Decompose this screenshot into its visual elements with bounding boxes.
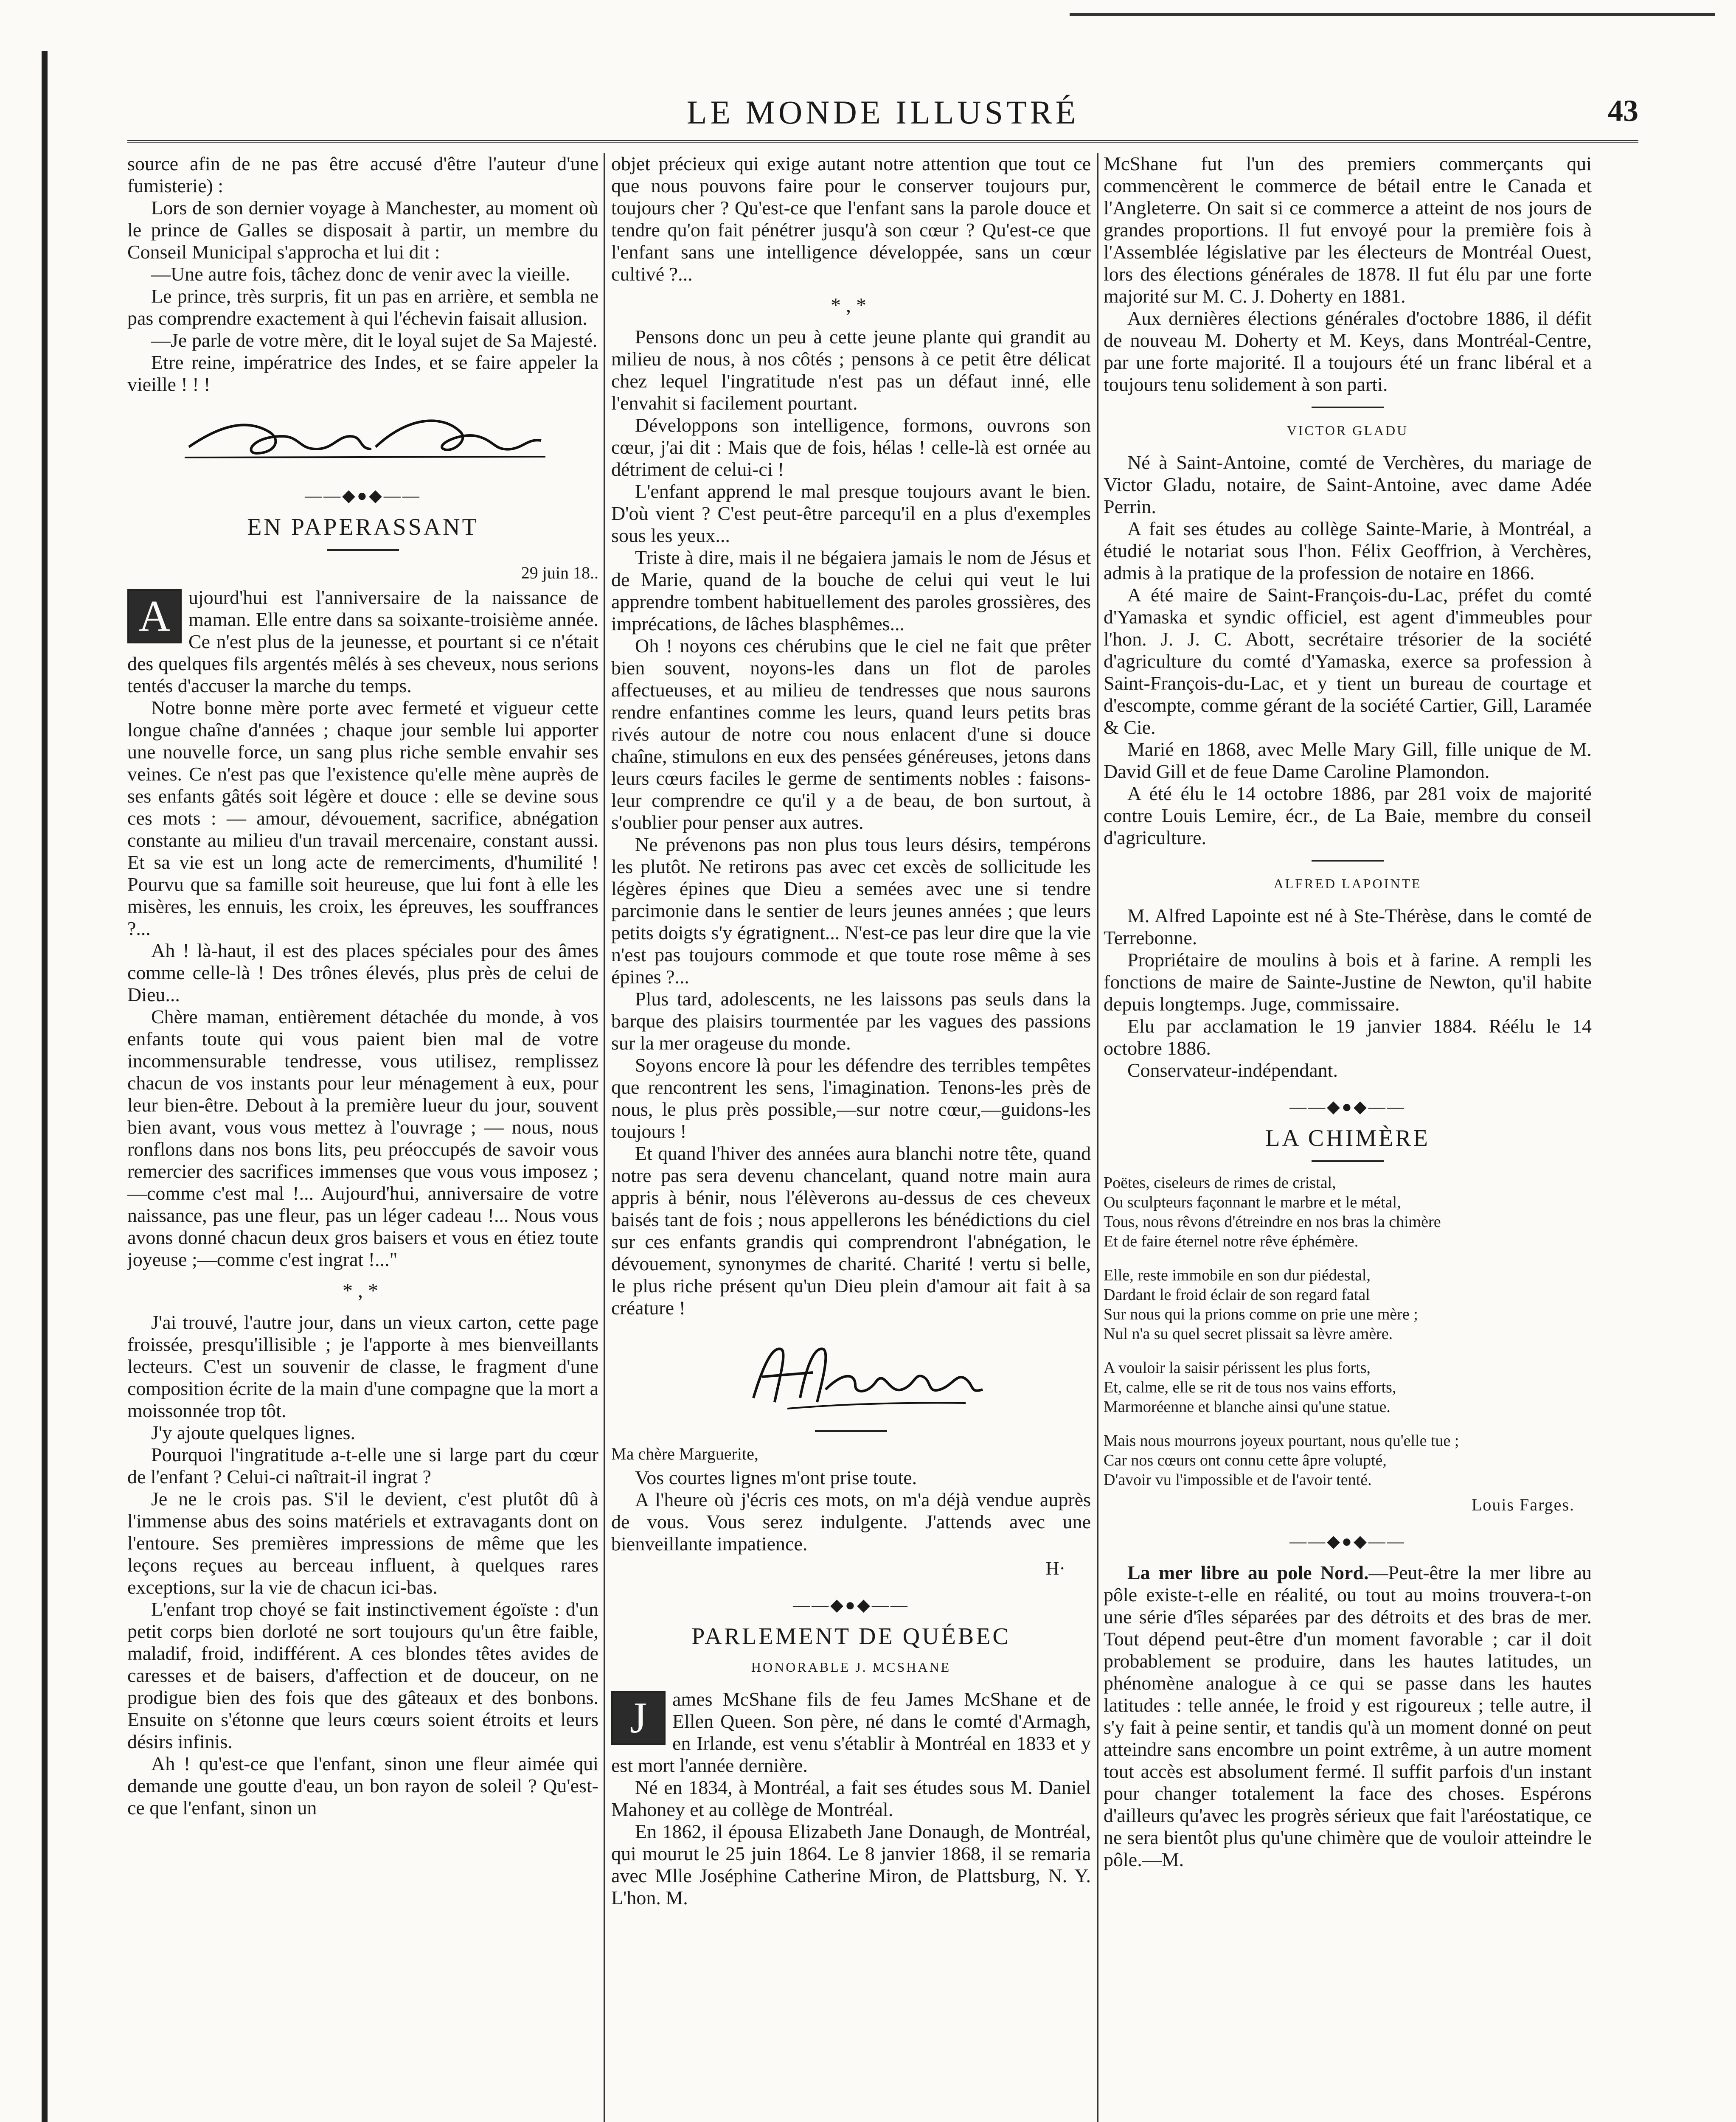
paragraph: Pensons donc un peu à cette jeune plante qui grandit au milieu de nous, à nos côtés ; pensons à ce petit être délicat chez lequel l'ingratitude n'est pas un défaut inné, elle l'envahit si facilement pourtant. — [611, 326, 1091, 414]
letter-salutation: Ma chère Marguerite, — [611, 1444, 758, 1463]
paragraph: Marié en 1868, avec Melle Mary Gill, fille unique de M. David Gill et de feue Dame Caroline Plamondon. — [1104, 738, 1592, 782]
paragraph: Né en 1834, à Montréal, a fait ses études sous M. Daniel Mahoney et au collège de Montréal. — [611, 1777, 1091, 1820]
paragraph-dropcap — [127, 587, 598, 697]
letter-initial: H· — [1045, 1558, 1065, 1579]
short-rule — [1312, 1160, 1384, 1162]
paragraph: A été maire de Saint-François-du-Lac, préfet du comté d'Yamaska et syndic officiel, est agent d'immeubles pour l'hon. J. J. C. Abott, secrétaire trésorier de la société d'agriculture du comté d'Yamaska, exerce sa profession à Saint-François-du-Lac, et y tient un bureau de courtage et d'escompte, comme gérant de la société Cartier, Gill, Laramée & Cie. — [1104, 584, 1592, 738]
paragraph: Soyons encore là pour les défendre des terribles tempêtes que rencontrent les sens, l'imagination. Tenons-les près de nous, le plus près possible,—sur notre cœur,—guidons-les toujours ! — [611, 1054, 1091, 1142]
column-1 — [127, 153, 598, 2122]
ornament-divider: ——◆●◆—— — [305, 486, 421, 505]
paragraph: Aux dernières élections générales d'octobre 1886, il défit de nouveau M. Doherty et M. Keys, dans Montréal-Centre, par une forte majorité. Il a toujours été un franc libéral et a toujours tenu solidement à son parti. — [1104, 307, 1592, 395]
paragraph: A l'heure où j'écris ces mots, on m'a déjà vendue auprès de vous. Vous serez indulgente. J'attends avec une bienveillante impatience. — [611, 1489, 1091, 1555]
paragraph: Propriétaire de moulins à bois et à farine. A rempli les fonctions de maire de Sainte-Justine de Newton, qu'il habite depuis longtemps. Juge, commissaire. — [1104, 949, 1592, 1015]
poem-line: D'avoir vu l'impossible et de l'avoir tenté. — [1104, 1471, 1372, 1489]
page-header — [127, 85, 1638, 143]
poem-title: LA CHIMÈRE — [1265, 1125, 1430, 1151]
paragraph: source afin de ne pas être accusé d'être l'auteur d'une fumisterie) : — [127, 153, 598, 196]
short-rule — [1312, 407, 1384, 408]
short-rule — [327, 549, 399, 551]
poem-line: Marmoréenne et blanche ainsi qu'une statue. — [1104, 1398, 1390, 1416]
ornament-divider: ——◆●◆—— — [1289, 1097, 1406, 1116]
paragraph: Notre bonne mère porte avec fermeté et vigueur cette longue chaîne d'années ; chaque jour semble lui apporter une nouvelle force, un sang plus riche semble envahir ses veines. Ce n'est pas que l'existence qu'elle mène auprès de ses enfants gâtés soit légère et douce : elle se devine sous ces mots : — amour, dévouement, sacrifice, abnégation constante au milieu d'un travail mercenaire, constant aussi. Et sa vie est un long acte de remerciments, d'humilité ! Pourvu que sa famille soit heureuse, que lui font à elle les misères, les ennuis, les croix, les épreuves, les souffrances ?... — [127, 697, 598, 939]
paragraph: Oh ! noyons ces chérubins que le ciel ne fait que prêter bien souvent, noyons-les dans un flot de paroles affectueuses, et au milieu de tendresses que nous saurons rendre enfantines comme les leurs, quand leurs petits bras rivés autour de notre cou nous enlacent d'une si douce chaîne, stimulons en eux des pensées généreuses, jetons dans leurs cœurs faciles le germe de sentiments nobles : faisons-leur comprendre ce qu'il y a de beau, de bon surtout, à s'oublier pour penser aux autres. — [611, 635, 1091, 833]
short-rule — [815, 1430, 887, 1432]
poem-line: A vouloir la saisir périssent les plus forts, — [1104, 1359, 1371, 1377]
paragraph: —Une autre fois, tâchez donc de venir avec la vieille. — [151, 263, 570, 285]
paragraph: J'y ajoute quelques lignes. — [151, 1422, 355, 1443]
paragraph-dropcap — [611, 1688, 1091, 1777]
paragraph: M. Alfred Lapointe est né à Ste-Thérèse, dans le comté de Terrebonne. — [1104, 905, 1592, 949]
journal-title: LE MONDE ILLUSTRÉ — [686, 94, 1079, 131]
poem-stanza — [1104, 1173, 1592, 1251]
poem-line: Mais nous mourrons joyeux pourtant, nous qu'elle tue ; — [1104, 1432, 1459, 1450]
ornament-divider: ——◆●◆—— — [793, 1595, 909, 1614]
poem-line: Ou sculpteurs façonnant le marbre et le métal, — [1104, 1193, 1401, 1211]
page-number: 43 — [1608, 94, 1638, 128]
paragraph: McShane fut l'un des premiers commerçants qui commencèrent le commerce de bétail entre le Canada et l'Angleterre. On sait si ce commerce a atteint de nos jours de grandes proportions. Il fut envoyé pour la première fois à l'Assemblée législative par les électeurs de Montréal Ouest, lors des élections générales de 1878. Il fut élu par une forte majorité sur M. C. J. Doherty en 1881. — [1104, 153, 1592, 307]
column-2 — [611, 153, 1091, 2122]
paragraph: Né à Saint-Antoine, comté de Verchères, du mariage de Victor Gladu, notaire, de Saint-Antoine, avec dame Adée Perrin. — [1104, 452, 1592, 517]
paragraph: Plus tard, adolescents, ne les laissons pas seuls dans la barque des plaisirs tourmentée par les vagues des passions sur la mer orageuse du monde. — [611, 988, 1091, 1054]
paragraph — [1104, 1562, 1592, 1871]
paragraph: Lors de son dernier voyage à Manchester, au moment où le prince de Galles se disposait à partir, un membre du Conseil Municipal s'approcha et lui dit : — [127, 197, 598, 263]
drop-cap-letter: A — [127, 589, 182, 643]
poem-stanza — [1104, 1266, 1592, 1344]
poem-stanza — [1104, 1358, 1592, 1417]
paragraph: L'enfant trop choyé se fait instinctivement égoïste : d'un petit corps bien dorloté ne sort toujours qu'un être faible, maladif, froid, indifférent. A ces blondes têtes avides de caresses et de baisers, d'affection et de douceur, on ne prodigue bien des fois que des gâteaux et des bonbons. Ensuite on s'étonne que leurs cœurs soient étroits et leurs désirs infinis. — [127, 1598, 598, 1752]
paragraph: Je ne le crois pas. S'il le devient, c'est plutôt dû à l'immense abus des soins matériels et extravagants dont on l'entoure. Ses premières impressions de même que les leçons reçues au berceau influent, à quelques rares exceptions, sur la vie de chacun ici-bas. — [127, 1488, 598, 1598]
paragraph: Ah ! qu'est-ce que l'enfant, sinon une fleur aimée qui demande une goutte d'eau, un bon rayon de soleil ? Qu'est-ce que l'enfant, sinon un — [127, 1753, 598, 1819]
paragraph: En 1862, il épousa Elizabeth Jane Donaugh, de Montréal, qui mourut le 25 juin 1864. Le 8 janvier 1868, il se remaria avec Mlle Joséphine Catherine Miron, de Plattsburg, N. Y. L'hon. M. — [611, 1821, 1091, 1909]
poem-line: Dardant le froid éclair de son regard fatal — [1104, 1286, 1370, 1304]
paragraph: Chère maman, entièrement détachée du monde, à vos enfants toute qui vous paient bien mal de votre incommensurable tendresse, vous utilisez, remplissez chacun de vos instants pour leur ménagement à eux, pour leur bien-être. Debout à la première lueur du jour, souvent bien avant, vous vous mettez à l'ouvrage ; — nous, nous ronflons dans nos bons lits, peu préoccupés de savoir vous remercier des sacrifices immenses que vous vous imposez ;—comme c'est mal !... Aujourd'hui, anniversaire de votre naissance, pas une fleur, pas un léger cadeau !... Nous vous avons donné chacun deux gros baisers et vous en étiez toute joyeuse ;—comme c'est ingrat !..." — [127, 1006, 598, 1270]
paragraph: Triste à dire, mais il ne bégaiera jamais le nom de Jésus et de Marie, quand de la bouche de celui qui veut le lui apprendre tombent habituellement des paroles grossières, des imprécations, de lâches blasphêmes... — [611, 547, 1091, 634]
poem-line: Sur nous qui la prions comme on prie une mère ; — [1104, 1305, 1418, 1323]
section-title: PARLEMENT DE QUÉBEC — [691, 1623, 1011, 1650]
subheading: HONORABLE J. MCSHANE — [751, 1659, 951, 1675]
paragraph: Conservateur-indépendant. — [1127, 1059, 1338, 1081]
poem-line: Et, calme, elle se rit de tous nos vains efforts, — [1104, 1378, 1396, 1396]
paragraph: objet précieux qui exige autant notre attention que tout ce que nous pouvons faire pour le conserver toujours pur, toujours cher ? Qu'est-ce que l'enfant sans la parole douce et tendre qu'on fait pénétrer jusqu'à son cœur ? Qu'est-ce que l'enfant sans une intelligence développée, sans un cœur cultivé ?... — [611, 153, 1091, 285]
top-edge-rule — [1070, 13, 1715, 16]
asterism: *,* — [831, 294, 871, 317]
poem-line: Poëtes, ciseleurs de rimes de cristal, — [1104, 1174, 1336, 1192]
paragraph: Vos courtes lignes m'ont prise toute. — [635, 1467, 917, 1488]
column-rule-2 — [1097, 153, 1098, 2122]
drop-cap-letter: J — [611, 1691, 666, 1745]
scan-edge-shadow — [42, 51, 48, 2122]
paragraph: —Je parle de votre mère, dit le loyal sujet de Sa Majesté. — [151, 329, 598, 351]
paragraph: Ne prévenons pas non plus tous leurs désirs, tempérons les plutôt. Ne retirons pas avec cet excès de sollicitude les légères épines que Dieu a semées avec une si tendre parcimonie dans le sentier de leurs jeunes années ; que leurs petits doigts s'y égratignent... N'est-ce pas leur dire que la vie n'est pas toujours commode et que toute rose même à ses épines ?... — [611, 834, 1091, 988]
poem-line: Car nos cœurs ont connu cette âpre volupté, — [1104, 1451, 1387, 1469]
paragraph: Ah ! là-haut, il est des places spéciales pour des âmes comme celle-là ! Des trônes élevés, plus près de celui de Dieu... — [127, 940, 598, 1005]
short-rule — [1312, 860, 1384, 862]
poem-line: Tous, nous rêvons d'étreindre en nos bras la chimère — [1104, 1213, 1441, 1231]
paragraph-text: —Peut-être la mer libre au pôle existe-t-elle en réalité, ou tout au moins trouvera-t-on une série d'îles séparées par des détroits et des bras de mer. Tout dépend peut-être d'un moment favorable ; car il doit probablement se produire, dans les hautes latitudes, un phénomène analogue à ce qui se passe dans les hautes latitudes : telle année, le froid y est rigoureux ; telle autre, il s'y fait à peine sentir, et tandis qu'à un moment donné on peut atteindre sans encombre un point extrême, à un autre moment tout accès est absolument fermé. Il suffit parfois d'un instant pour changer totalement la face des choses. Espérons d'ailleurs qu'avec les progrès sérieux que fait l'aréostatique, ce ne sera bientôt plus qu'une chimère que de vouloir atteindre le pôle.—M. — [1104, 1562, 1592, 1870]
paragraph: Et quand l'hiver des années aura blanchi notre tête, quand notre pas sera devenu chancelant, quand notre main aura appris à bénir, nous l'élèverons au-dessus de ces cheveux baisés tant de fois ; nous appellerons les bénédictions du ciel sur ces enfants grandis qui comprendront l'abnégation, le dévouement, synonymes de charité. Charité ! vertu si belle, le plus riche présent qu'un Dieu plein d'amour ait fait à sa créature ! — [611, 1142, 1091, 1319]
section-title: EN PAPERASSANT — [247, 514, 479, 540]
poem-line: Nul n'a su quel secret plissait sa lèvre amère. — [1104, 1325, 1393, 1343]
paragraph: A fait ses études au collège Sainte-Marie, à Montréal, a étudié le notariat sous l'hon. Félix Geoffrion, à Verchères, admis à la pratique de la profession de notaire en 1866. — [1104, 518, 1592, 584]
signature-leon-ledieu — [172, 407, 554, 470]
subheading: ALFRED LAPOINTE — [1273, 876, 1422, 891]
subheading: VICTOR GLADU — [1287, 423, 1409, 438]
paragraph: Développons son intelligence, formons, ouvrons son cœur, j'ai dit : Mais que de fois, hélas ! celle-là est ornée au détriment de celui-ci ! — [611, 414, 1091, 480]
column-rule-1 — [604, 153, 605, 2122]
signature-hermance — [702, 1330, 1000, 1419]
poem-line: Et de faire éternel notre rêve éphémère. — [1104, 1232, 1359, 1250]
column-3 — [1104, 153, 1592, 2122]
asterism: *,* — [343, 1280, 383, 1302]
poem-author: Louis Farges. — [1471, 1495, 1575, 1514]
poem — [1104, 1173, 1592, 1490]
poem-stanza — [1104, 1431, 1592, 1490]
paragraph-text: ujourd'hui est l'anniversaire de la naissance de maman. Elle entre dans sa soixante-troisième année. Ce n'est plus de la jeunesse, et pourtant si ce n'était des quelques fils argentés mêlés à ses cheveux, nous serions tentés d'accuser la marche du temps. — [127, 587, 598, 696]
ornament-divider: ——◆●◆—— — [1289, 1532, 1406, 1551]
paragraph-text: ames McShane fils de feu James McShane et de Ellen Queen. Son père, né dans le comté d'Armagh, en Irlande, est venu s'établir à Montréal en 1833 et y est mort l'année dernière. — [611, 1688, 1091, 1776]
paragraph: Etre reine, impératrice des Indes, et se faire appeler la vieille ! ! ! — [127, 351, 598, 395]
paragraph: Pourquoi l'ingratitude a-t-elle une si large part du cœur de l'enfant ? Celui-ci naîtrait-il ingrat ? — [127, 1444, 598, 1488]
article-lead: La mer libre au pole Nord. — [1127, 1562, 1369, 1583]
paragraph: L'enfant apprend le mal presque toujours avant le bien. D'où vient ? C'est peut-être parcequ'il en a plus d'exemples sous les yeux... — [611, 480, 1091, 546]
paragraph: A été élu le 14 octobre 1886, par 281 voix de majorité contre Louis Lemire, écr., de La Baie, membre du conseil d'agriculture. — [1104, 783, 1592, 848]
dateline: 29 juin 18.. — [521, 563, 598, 582]
paragraph: Elu par acclamation le 19 janvier 1884. Réélu le 14 octobre 1886. — [1104, 1015, 1592, 1059]
paragraph: J'ai trouvé, l'autre jour, dans un vieux carton, cette page froissée, presqu'illisible ; je l'apporte à mes bienveillants lecteurs. C'est un souvenir de classe, le fragment d'une composition écrite de la main d'une compagne que la mort a moissonnée trop tôt. — [127, 1311, 598, 1421]
poem-line: Elle, reste immobile en son dur piédestal, — [1104, 1266, 1371, 1284]
paragraph: Le prince, très surpris, fit un pas en arrière, et sembla ne pas comprendre exactement à qui l'échevin faisait allusion. — [127, 285, 598, 329]
